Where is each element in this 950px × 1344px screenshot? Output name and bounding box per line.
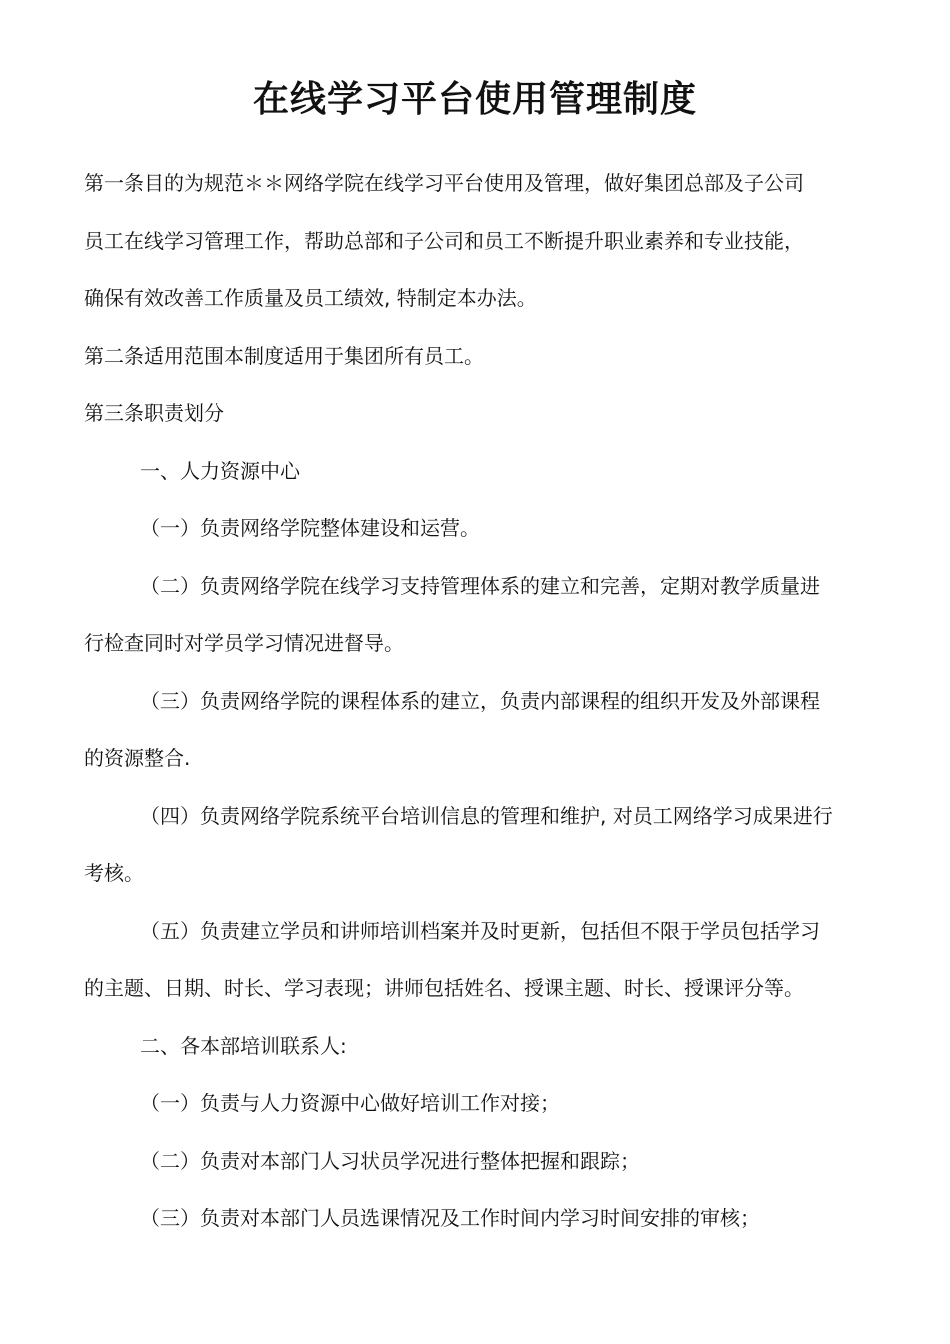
article-3-heading: 第三条职责划分 <box>84 401 224 425</box>
hr-duty-3-line-2: 的资源整合. <box>84 746 191 770</box>
hr-duty-2-line-2: 行检查同时对学员学习情况进督导。 <box>84 631 404 655</box>
document-body <box>84 155 874 1248</box>
hr-duty-5-line-2: 的主题、日期、时长、学习表现；讲师包括姓名、授课主题、时长、授课评分等。 <box>84 976 804 1000</box>
hr-duty-4-line-2: 考核。 <box>84 861 144 885</box>
article-1-line-1: 第一条目的为规范＊＊网络学院在线学习平台使用及管理，做好集团总部及子公司 <box>84 171 804 195</box>
article-2: 第二条适用范围本制度适用于集团所有员工。 <box>84 343 484 368</box>
contact-duty-3: （三）负责对本部门人员选课情况及工作时间内学习时间安排的审核； <box>140 1206 760 1230</box>
contact-duty-2: （二）负责对本部门人习状员学况进行整体把握和跟踪； <box>140 1148 640 1173</box>
document-title: 在线学习平台使用管理制度 <box>252 79 697 120</box>
hr-duty-5-line-1: （五）负责建立学员和讲师培训档案并及时更新，包括但不限于学员包括学习 <box>140 918 820 943</box>
hr-duty-2-line-1: （二）负责网络学院在线学习支持管理体系的建立和完善，定期对教学质量进 <box>140 573 820 598</box>
contact-duty-1: （一）负责与人力资源中心做好培训工作对接； <box>140 1091 560 1115</box>
article-1-line-3: 确保有效改善工作质量及员工绩效, 特制定本办法。 <box>84 286 537 310</box>
hr-duty-1: （一）负责网络学院整体建设和运营。 <box>140 516 480 540</box>
hr-duty-3-line-1: （三）负责网络学院的课程体系的建立，负责内部课程的组织开发及外部课程 <box>140 688 820 713</box>
section-hr-center-heading: 一、人力资源中心 <box>140 458 300 483</box>
section-training-contact-heading: 二、各本部培训联系人: <box>140 1033 347 1058</box>
article-1-line-2: 员工在线学习管理工作，帮助总部和子公司和员工不断提升职业素养和专业技能， <box>84 228 804 253</box>
hr-duty-4-line-1: （四）负责网络学院系统平台培训信息的管理和维护, 对员工网络学习成果进行 <box>140 803 833 828</box>
